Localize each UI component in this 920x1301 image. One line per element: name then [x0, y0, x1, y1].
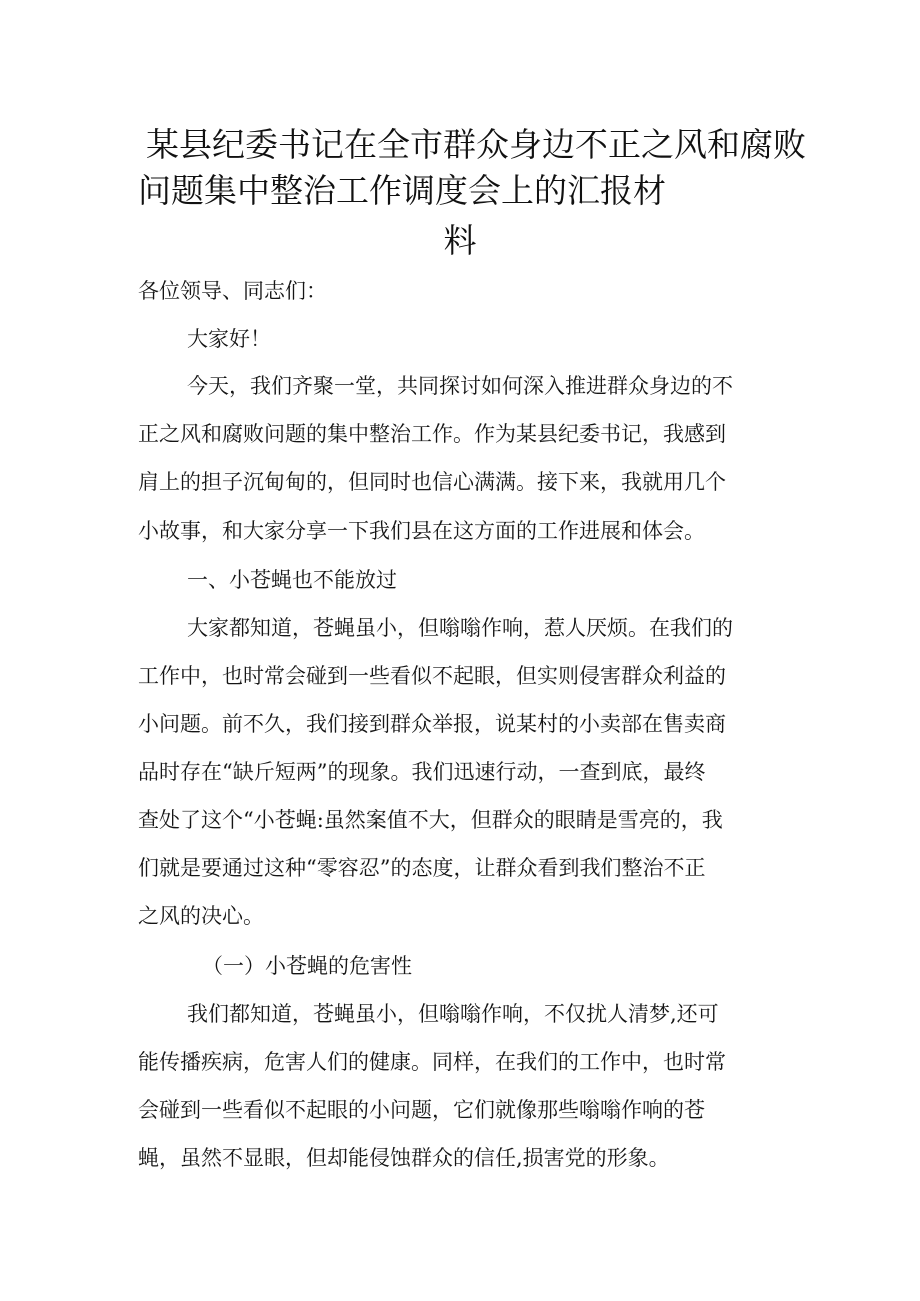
document-title-line-1: 某县纪委书记在全市群众身边不正之风和腐败: [146, 125, 806, 164]
paragraph-line: 正之风和腐败问题的集中整治工作。作为某县纪委书记，我感到: [138, 422, 726, 446]
paragraph-line: 肩上的担子沉甸甸的，但同时也信心满满。接下来，我就用几个: [138, 470, 726, 494]
paragraph-line: 们就是要通过这种“零容忍”的态度，让群众看到我们整治不正: [138, 856, 706, 880]
paragraph-line: 之风的决心。: [138, 904, 264, 928]
paragraph-line: 小故事，和大家分享一下我们县在这方面的工作进展和体会。: [138, 519, 705, 543]
subsection-heading: （一）小苍蝇的危害性: [202, 954, 412, 978]
paragraph-line: 工作中，也时常会碰到一些看似不起眼，但实则侵害群众利益的: [138, 664, 726, 688]
paragraph-line: 蝇，虽然不显眼，但却能侵蚀群众的信任,损害党的形象。: [138, 1146, 670, 1170]
document-title-line-3: 料: [443, 221, 477, 260]
paragraph-line: 我们都知道，苍蝇虽小，但嗡嗡作响，不仅扰人清梦,还可: [187, 1002, 719, 1026]
paragraph-line: 会碰到一些看似不起眼的小问题，它们就像那些嗡嗡作响的苍: [138, 1098, 705, 1122]
greeting: 大家好！: [187, 327, 271, 351]
salutation: 各位领导、同志们：: [138, 279, 327, 303]
section-heading: 一、小苍蝇也不能放过: [187, 568, 397, 592]
document-title-line-2: 问题集中整治工作调度会上的汇报材: [138, 171, 666, 210]
paragraph-line: 品时存在“缺斤短两”的现象。我们迅速行动，一查到底，最终: [138, 760, 706, 784]
paragraph-line: 能传播疾病，危害人们的健康。同样，在我们的工作中，也时常: [138, 1050, 726, 1074]
paragraph-line: 查处了这个“小苍蝇:虽然案值不大，但群众的眼睛是雪亮的，我: [138, 808, 723, 832]
paragraph-line: 小问题。前不久，我们接到群众举报，说某村的小卖部在售卖商: [138, 712, 726, 736]
paragraph-line: 今天，我们齐聚一堂，共同探讨如何深入推进群众身边的不: [187, 374, 733, 398]
paragraph-line: 大家都知道，苍蝇虽小，但嗡嗡作响，惹人厌烦。在我们的: [187, 616, 733, 640]
